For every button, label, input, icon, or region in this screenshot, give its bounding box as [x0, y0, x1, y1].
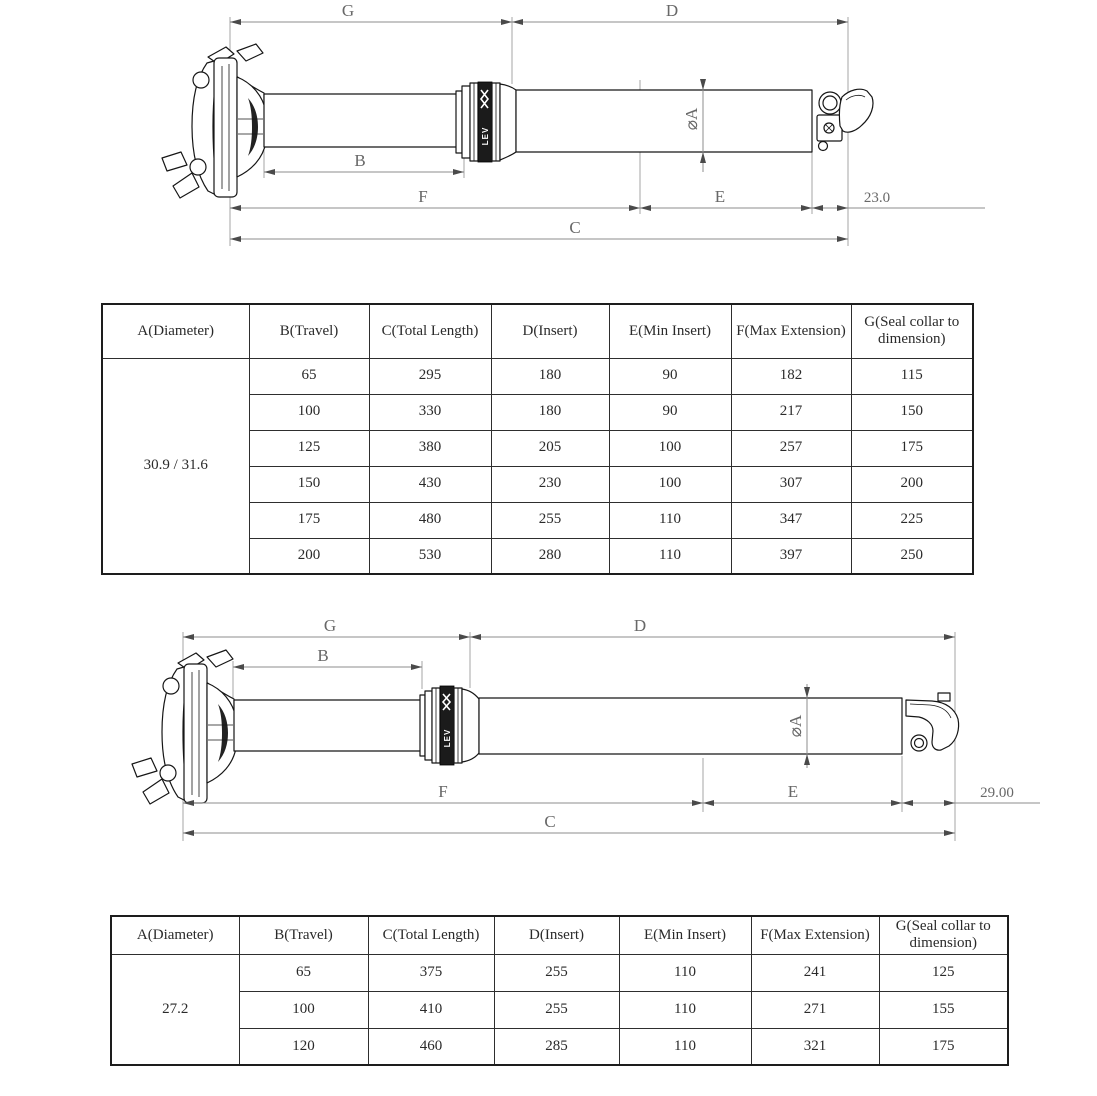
collar-cone	[462, 689, 479, 762]
spec-table-large-diameter	[101, 303, 974, 575]
spec-table-small-diameter	[110, 915, 1009, 1066]
upper-tube	[234, 700, 424, 751]
dim-label-E: E	[714, 187, 726, 206]
dim-label-offset: 29.00	[980, 785, 1014, 801]
spec-cell: 347	[731, 502, 851, 538]
spec-cell: 90	[609, 358, 731, 394]
upper-tube	[264, 94, 464, 147]
spec-cell: 255	[491, 502, 609, 538]
spec-cell: 255	[494, 954, 619, 991]
dim-label-D: D	[633, 618, 647, 635]
spec-cell: 110	[619, 991, 751, 1028]
spec-cell: 375	[368, 954, 494, 991]
col-header-e: E(Min Insert)	[619, 916, 751, 954]
spec-cell: 100	[609, 466, 731, 502]
spec-cell: 295	[369, 358, 491, 394]
col-header-f: F(Max Extension)	[731, 304, 851, 358]
spec-cell: 410	[368, 991, 494, 1028]
spec-cell: 180	[491, 394, 609, 430]
spec-cell: 200	[851, 466, 973, 502]
spec-cell: 90	[609, 394, 731, 430]
dim-label-offset: 23.0	[863, 190, 891, 206]
seatpost-body-bottom	[132, 650, 959, 804]
seatpost-drawing-bottom	[0, 618, 1097, 880]
dim-label-C: C	[569, 218, 581, 237]
table-row	[111, 1028, 1008, 1065]
spec-cell: 380	[369, 430, 491, 466]
spec-cell: 205	[491, 430, 609, 466]
dim-label-G: G	[341, 1, 355, 20]
seal-collar	[420, 686, 479, 765]
spec-cell: 397	[731, 538, 851, 574]
remote-actuator	[817, 89, 873, 150]
table-row	[102, 358, 973, 394]
pivot-bolt	[819, 142, 828, 151]
dim-label-diameter: ⌀A	[682, 107, 701, 131]
spec-cell: 250	[851, 538, 973, 574]
spec-cell: 257	[731, 430, 851, 466]
spec-cell: 200	[249, 538, 369, 574]
collar-brand-text: LEV	[443, 728, 452, 748]
dim-label-F: F	[418, 187, 428, 206]
spec-cell: 271	[751, 991, 879, 1028]
dim-label-G: G	[323, 618, 337, 635]
collar-cone	[500, 84, 516, 160]
col-header-a: A(Diameter)	[102, 304, 249, 358]
spec-cell: 530	[369, 538, 491, 574]
col-header-d: D(Insert)	[494, 916, 619, 954]
lower-tube	[479, 698, 902, 754]
spec-cell: 115	[851, 358, 973, 394]
spec-cell: 307	[731, 466, 851, 502]
col-header-e: E(Min Insert)	[609, 304, 731, 358]
spec-cell: 65	[239, 954, 368, 991]
spec-cell: 110	[609, 502, 731, 538]
spec-cell: 321	[751, 1028, 879, 1065]
col-header-g: G(Seal collar to dimension)	[879, 916, 1008, 954]
diameter-cell: 30.9 / 31.6	[102, 358, 249, 574]
col-header-a: A(Diameter)	[111, 916, 239, 954]
diameter-cell: 27.2	[111, 954, 239, 1065]
spec-cell: 150	[851, 394, 973, 430]
table-row	[111, 954, 1008, 991]
table-header-row	[102, 304, 973, 358]
col-header-b: B(Travel)	[239, 916, 368, 954]
spec-cell: 150	[249, 466, 369, 502]
spec-cell: 480	[369, 502, 491, 538]
seatpost-drawing-top	[0, 0, 1097, 265]
dim-label-B: B	[354, 151, 366, 170]
spec-cell: 230	[491, 466, 609, 502]
spec-cell: 110	[619, 954, 751, 991]
spec-cell: 175	[879, 1028, 1008, 1065]
spec-cell: 280	[491, 538, 609, 574]
spec-cell: 175	[249, 502, 369, 538]
lower-tube	[516, 90, 812, 152]
table-header-row	[111, 916, 1008, 954]
spec-cell: 182	[731, 358, 851, 394]
spec-cell: 110	[619, 1028, 751, 1065]
spec-cell: 180	[491, 358, 609, 394]
remote-actuator	[906, 693, 959, 751]
spec-cell: 110	[609, 538, 731, 574]
collar-brand-text: LEV	[481, 126, 490, 146]
spec-cell: 65	[249, 358, 369, 394]
spec-cell: 225	[851, 502, 973, 538]
col-header-g: G(Seal collar to dimension)	[851, 304, 973, 358]
spec-cell: 460	[368, 1028, 494, 1065]
spec-cell: 255	[494, 991, 619, 1028]
col-header-d: D(Insert)	[491, 304, 609, 358]
spec-cell: 430	[369, 466, 491, 502]
seal-collar	[456, 82, 516, 162]
saddle-clamp-head	[132, 650, 236, 804]
spec-cell: 125	[879, 954, 1008, 991]
dim-label-B: B	[317, 646, 329, 665]
col-header-b: B(Travel)	[249, 304, 369, 358]
dim-label-F: F	[438, 782, 448, 801]
spec-cell: 241	[751, 954, 879, 991]
spec-cell: 155	[879, 991, 1008, 1028]
spec-cell: 175	[851, 430, 973, 466]
col-header-c: C(Total Length)	[368, 916, 494, 954]
dim-label-diameter: ⌀A	[786, 714, 805, 738]
spec-cell: 217	[731, 394, 851, 430]
seatpost-body-top	[162, 44, 873, 198]
spec-cell: 100	[249, 394, 369, 430]
col-header-f: F(Max Extension)	[751, 916, 879, 954]
spec-cell: 285	[494, 1028, 619, 1065]
saddle-clamp-head	[162, 44, 266, 198]
spec-cell: 100	[239, 991, 368, 1028]
spec-cell: 120	[239, 1028, 368, 1065]
spec-cell: 100	[609, 430, 731, 466]
table-row	[111, 991, 1008, 1028]
dim-label-D: D	[665, 1, 679, 20]
dim-label-E: E	[787, 782, 799, 801]
actuator-tab	[938, 693, 950, 701]
spec-cell: 330	[369, 394, 491, 430]
col-header-c: C(Total Length)	[369, 304, 491, 358]
spec-cell: 125	[249, 430, 369, 466]
dim-label-C: C	[544, 812, 556, 831]
